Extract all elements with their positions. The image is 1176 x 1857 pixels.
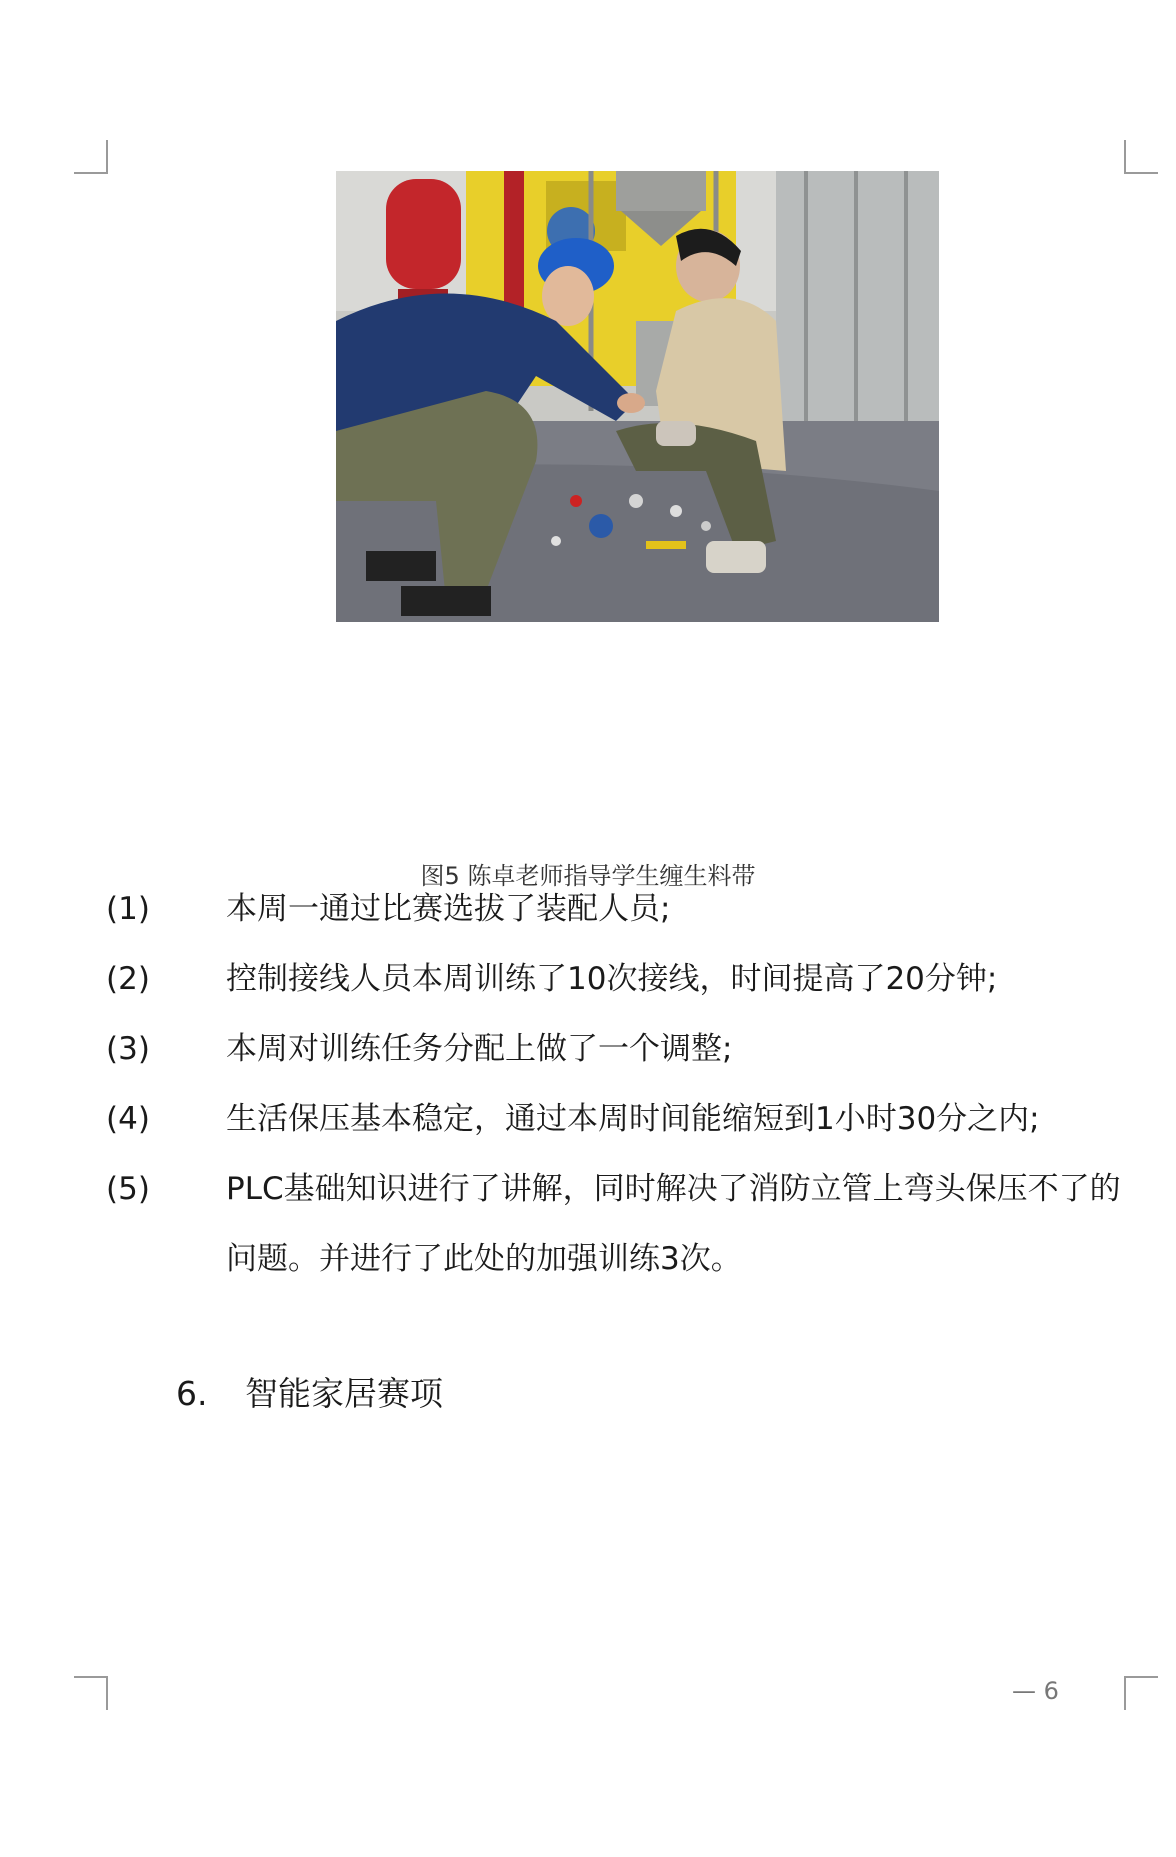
list-item-number: (3) [106, 1031, 150, 1067]
training-photo [336, 171, 939, 622]
crop-mark-bottom-right [1124, 1676, 1158, 1710]
list-item-number: (2) [106, 961, 150, 997]
list-item-continuation: 问题。并进行了此处的加强训练3次。 [226, 1241, 742, 1277]
list-item-text: 控制接线人员本周训练了10次接线，时间提高了20分钟; [226, 961, 998, 997]
figure-caption: 图5 陈卓老师指导学生缠生料带 [420, 862, 756, 890]
crop-mark-bottom-left [74, 1676, 108, 1710]
list-item-text: PLC基础知识进行了讲解，同时解决了消防立管上弯头保压不了的 [226, 1171, 1121, 1207]
list-item-number: (4) [106, 1101, 150, 1137]
page-number: — 6 [1012, 1677, 1059, 1705]
crop-mark-top-right [1124, 140, 1158, 174]
list-item-text: 本周一通过比赛选拔了装配人员; [226, 891, 671, 927]
section-title: 智能家居赛项 [245, 1374, 443, 1413]
crop-mark-top-left [74, 140, 108, 174]
list-item-number: (1) [106, 891, 150, 927]
list-item-text: 生活保压基本稳定，通过本周时间能缩短到1小时30分之内; [226, 1101, 1040, 1137]
list-item-number: (5) [106, 1171, 150, 1207]
list-item-text: 本周对训练任务分配上做了一个调整; [226, 1031, 733, 1067]
section-number: 6. [176, 1374, 208, 1413]
